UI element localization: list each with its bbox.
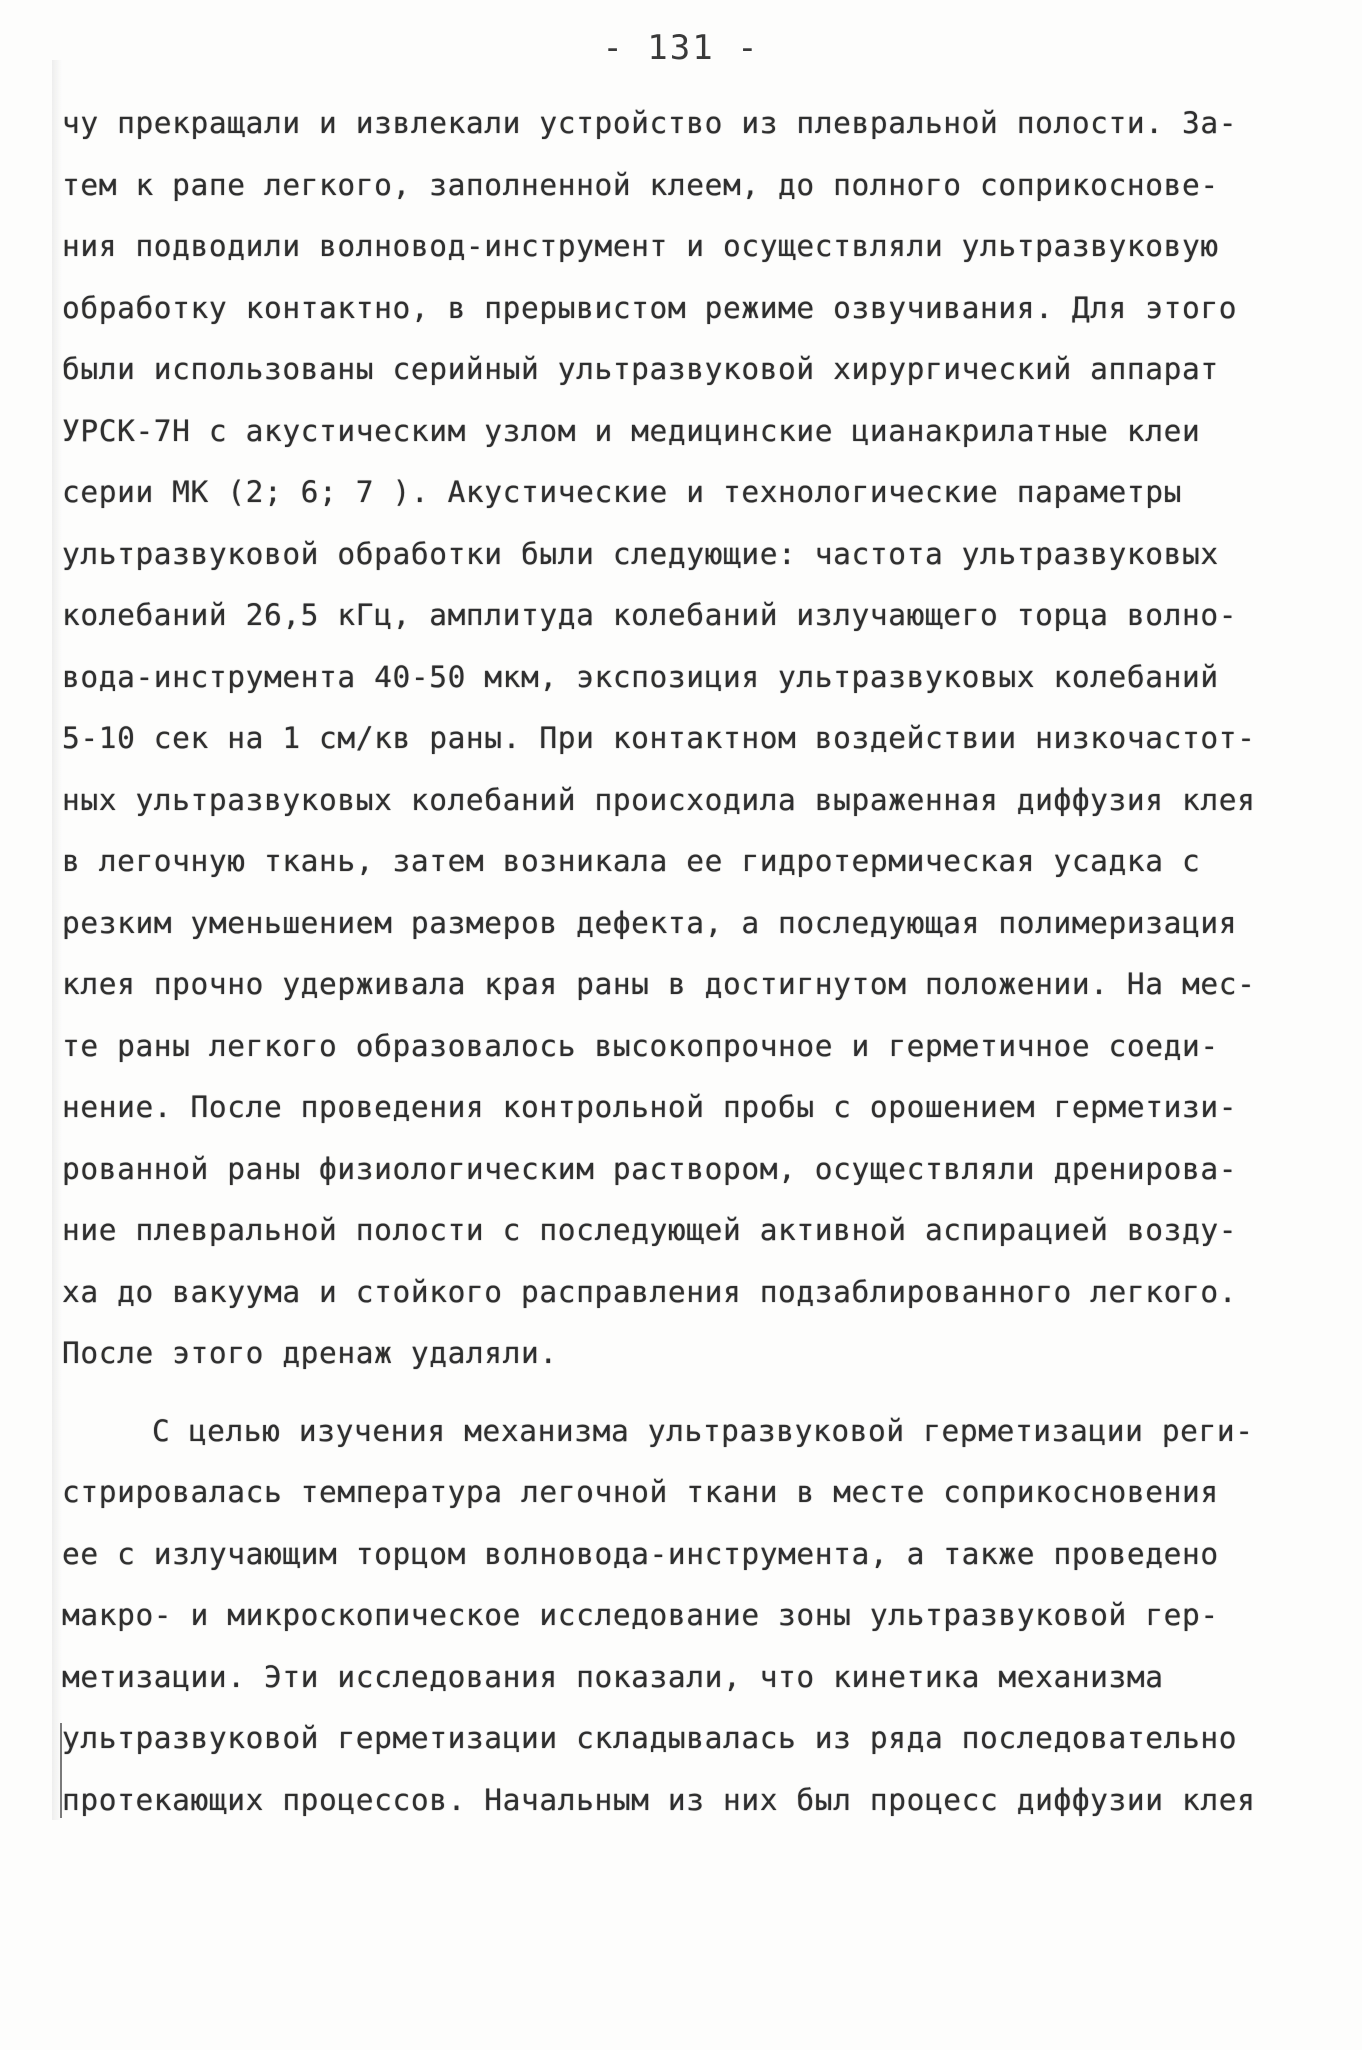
text-line: колебаний 26,5 кГц, амплитуда колебаний излучающего торца волно- — [62, 598, 1238, 632]
text-line: были использованы серийный ультразвуковой хирургический аппарат — [62, 352, 1219, 386]
text-line: протекающих процессов. Начальным из них был процесс диффузии клея — [62, 1782, 1256, 1817]
text-line: клея прочно удерживала края раны в достигнутом положении. На мес- — [62, 967, 1256, 1001]
text-line: обработку контактно, в прерывистом режиме озвучивания. Для этого — [62, 290, 1238, 325]
text-line: вода-инструмента 40-50 мкм, экспозиция ультразвуковых колебаний — [62, 659, 1219, 694]
text-line: 5-10 сек на 1 см/кв раны. При контактном воздействии низкочастот- — [62, 721, 1256, 755]
text-line: ультразвуковой обработки были следующие: частота ультразвуковых — [62, 536, 1219, 571]
text-line: резким уменьшением размеров дефекта, а последующая полимеризация — [62, 905, 1238, 940]
paragraph-gap — [62, 1385, 1332, 1401]
text-line: макро- и микроскопическое исследование зоны ультразвуковой гер- — [62, 1598, 1219, 1632]
text-line: ха до вакуума и стойкого расправления подзаблированного легкого. — [62, 1274, 1238, 1309]
text-line: ных ультразвуковых колебаний происходила выраженная диффузия клея — [62, 782, 1256, 817]
page-number: - 131 - — [602, 28, 760, 68]
text-line: те раны легкого образовалось высокопрочное и герметичное соеди- — [62, 1028, 1219, 1063]
margin-rule — [60, 1723, 62, 1818]
text-line: После этого дренаж удаляли. — [62, 1336, 558, 1370]
body-text — [62, 93, 1332, 1831]
text-line: ние плевральной полости с последующей активной аспирацией возду- — [62, 1213, 1238, 1247]
text-line: ее с излучающим торцом волновода-инструмента, а также проведено — [62, 1536, 1219, 1571]
text-line: метизации. Эти исследования показали, что кинетика механизма — [62, 1659, 1164, 1694]
text-line: ния подводили волновод-инструмент и осуществляли ультразвуковую — [62, 229, 1219, 263]
text-line: рованной раны физиологическим раствором, осуществляли дренирова- — [62, 1151, 1238, 1186]
text-line: ультразвуковой герметизации складывалась из ряда последовательно — [62, 1721, 1238, 1755]
text-line: С целью изучения механизма ультразвуковой герметизации реги- — [152, 1413, 1254, 1448]
text-line: серии МК (2; 6; 7 ). Акустические и технологические параметры — [62, 475, 1182, 509]
scan-edge-shadow — [52, 60, 62, 1820]
text-line: чу прекращали и извлекали устройство из плевральной полости. За- — [62, 106, 1238, 140]
text-line: тем к рапе легкого, заполненной клеем, до полного соприкоснове- — [62, 167, 1219, 202]
text-line: в легочную ткань, затем возникала ее гидротермическая усадка с — [62, 844, 1201, 878]
paragraph-1 — [62, 93, 1332, 1385]
text-line: стрировалась температура легочной ткани в месте соприкосновения — [62, 1475, 1219, 1509]
text-line: УРСК-7Н с акустическим узлом и медицинские цианакрилатные клеи — [62, 413, 1201, 448]
paragraph-2 — [62, 1401, 1332, 1832]
text-line: нение. После проведения контрольной пробы с орошением герметизи- — [62, 1090, 1238, 1124]
